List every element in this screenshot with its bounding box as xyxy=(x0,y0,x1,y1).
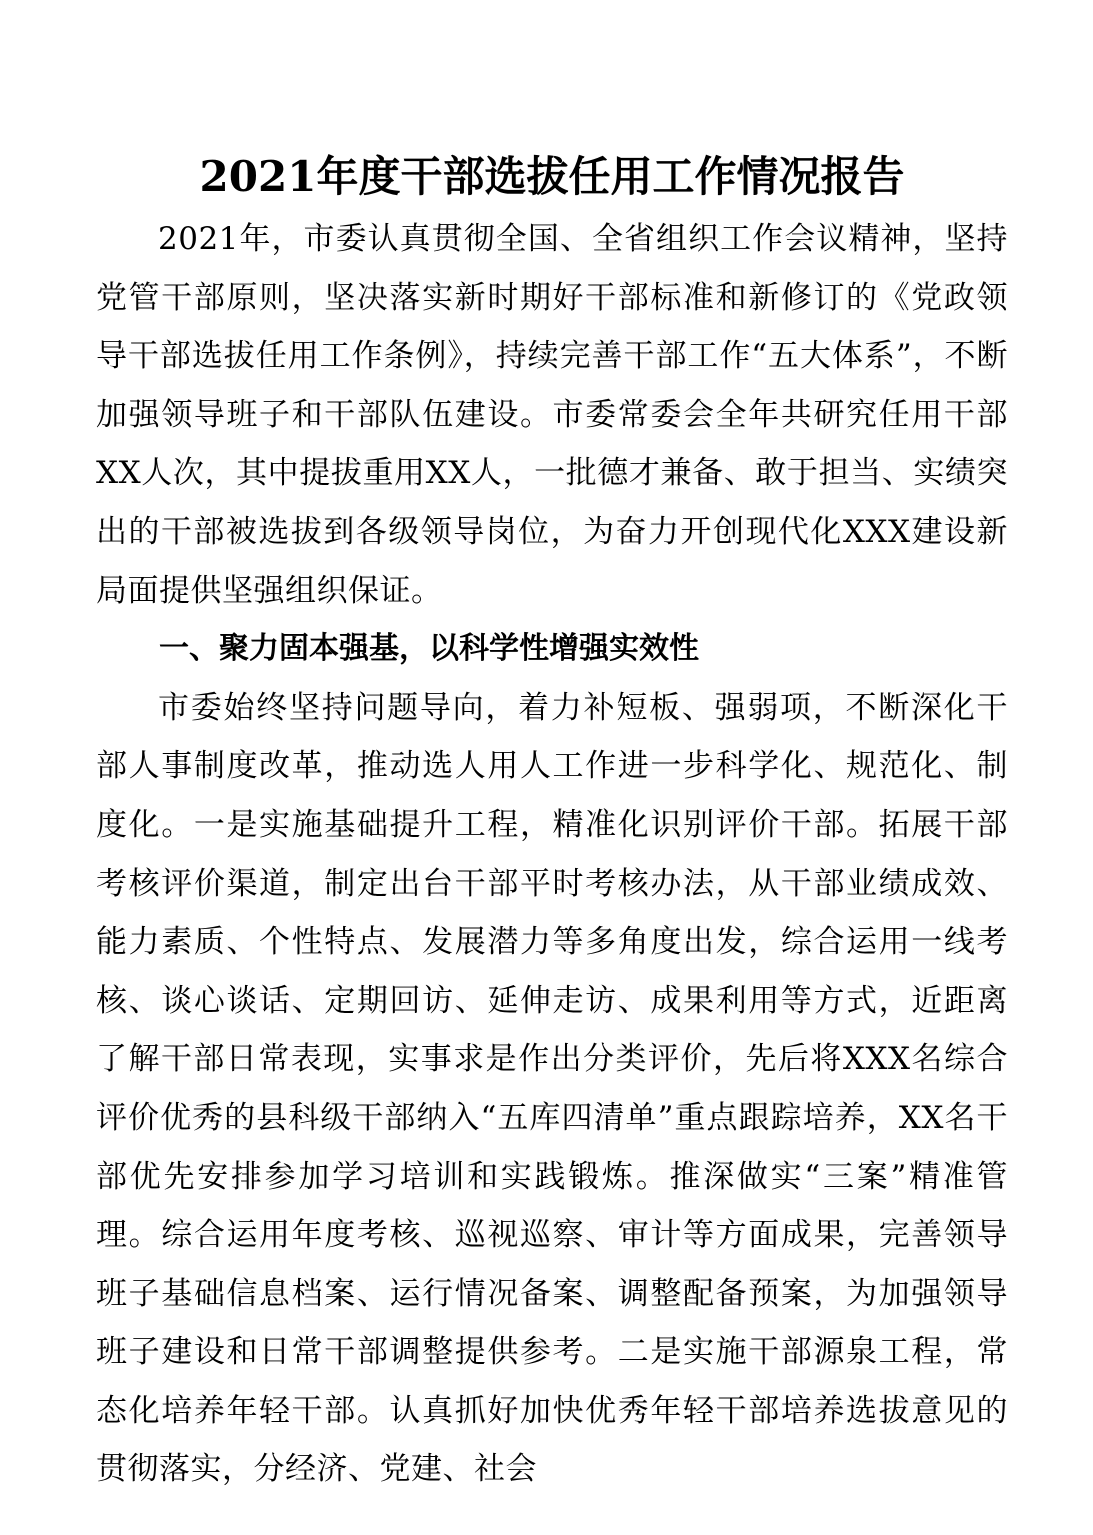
section-1-paragraph: 市委始终坚持问题导向，着力补短板、强弱项，不断深化干部人事制度改革，推动选人用人工作进一步科学化、规范化、制度化。一是实施基础提升工程，精准化识别评价干部。拓展干部考核评价渠道，制定出台干部平时考核办法，从干部业绩成效、能力素质、个性特点、发展潜力等多角度出发，综合运用一线考核、谈心谈话、定期回访、延伸走访、成果利用等方式，近距离了解干部日常表现，实事求是作出分类评价，先后将XXX名综合评价优秀的县科级干部纳入“五库四清单”重点跟踪培养，XX名干部优先安排参加学习培训和实践锻炼。推深做实“三案”精准管理。综合运用年度考核、巡视巡察、审计等方面成果，完善领导班子基础信息档案、运行情况备案、调整配备预案，为加强领导班子建设和日常干部调整提供参考。二是实施干部源泉工程，常态化培养年轻干部。认真抓好加快优秀年轻干部培养选拔意见的贯彻落实，分经济、党建、社会 xyxy=(96,689,1008,1488)
intro-paragraph: 2021年，市委认真贯彻全国、全省组织工作会议精神，坚持党管干部原则，坚决落实新时期好干部标准和新修订的《党政领导干部选拔任用工作条例》，持续完善干部工作“五大体系”，不断加强领导班子和干部队伍建设。市委常委会全年共研究任用干部XX人次，其中提拔重用XX人，一批德才兼备、敢于担当、实绩突出的干部被选拔到各级领导岗位，为奋力开创现代化XXX建设新局面提供坚强组织保证。 xyxy=(96,221,1008,609)
document-title: 2021年度干部选拔任用工作情况报告 xyxy=(199,152,905,201)
document-page xyxy=(96,148,1008,1499)
section-heading-1: 一、聚力固本强基，以科学性增强实效性 xyxy=(159,631,699,667)
